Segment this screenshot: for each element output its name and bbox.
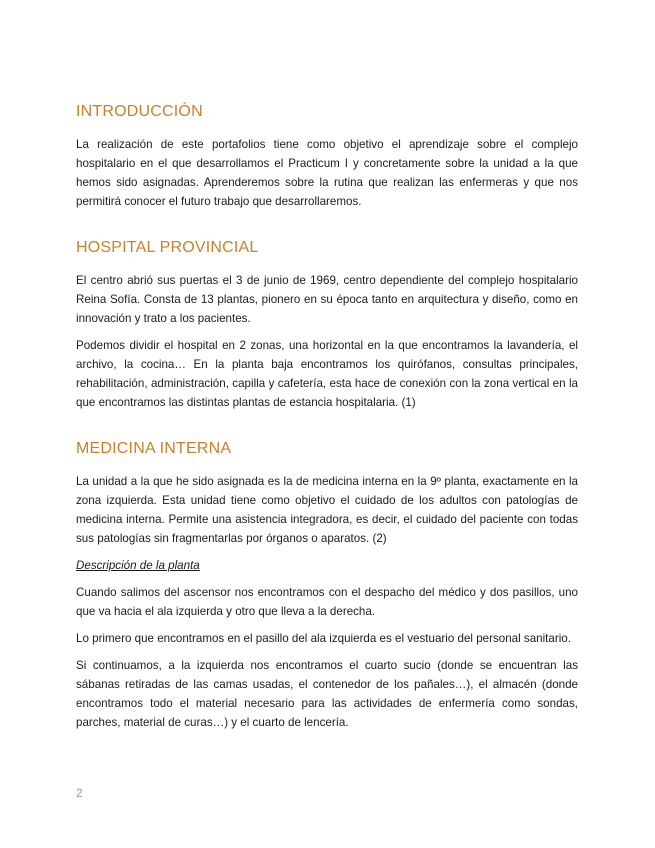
heading-medicina-interna: MEDICINA INTERNA (76, 440, 232, 457)
descripcion-paragraph-3: Si continuamos, a la izquierda nos encontramos el cuarto sucio (donde se encuentran las sábanas retiradas de las camas usadas, el contenedor de los pañales…), el almacén (donde encontramos todo el material necesario para las actividades de enfermería como sondas, parches, material de curas…) y el cuarto de lencería. (76, 659, 578, 729)
subheading-descripcion-planta: Descripción de la planta (76, 559, 200, 572)
descripcion-paragraph-1: Cuando salimos del ascensor nos encontramos con el despacho del médico y dos pasillos, uno que va hacia el ala izquierda y otro que lleva a la derecha. (76, 586, 578, 618)
intro-paragraph: La realización de este portafolios tiene como objetivo el aprendizaje sobre el complejo hospitalario en el que desarrollamos el Practicum I y concretamente sobre la unidad a la que hemos sido asignadas. Aprenderemos sobre la rutina que realizan las enfermeras y que nos permitirá conocer el futuro trabajo que desarrollaremos. (76, 138, 578, 208)
heading-introduccion: INTRODUCCIÓN (76, 103, 203, 120)
page-number: 2 (76, 786, 83, 800)
hospital-paragraph-1: El centro abrió sus puertas el 3 de junio de 1969, centro dependiente del complejo hospitalario Reina Sofía. Consta de 13 plantas, pionero en su época tanto en arquitectura y diseño, como en innovación y trato a los pacientes. (76, 274, 578, 325)
heading-hospital-provincial: HOSPITAL PROVINCIAL (76, 239, 259, 256)
descripcion-paragraph-2: Lo primero que encontramos en el pasillo del ala izquierda es el vestuario del personal sanitario. (76, 632, 571, 645)
page-content (76, 100, 578, 732)
medicina-paragraph-1: La unidad a la que he sido asignada es la de medicina interna en la 9º planta, exactamente en la zona izquierda. Esta unidad tiene como objetivo el cuidado de los adultos con patologías de medicina interna. Permite una asistencia integradora, es decir, el cuidado del paciente con todas sus patologías sin fragmentarlas por órganos o aparatos. (2) (76, 475, 578, 545)
hospital-paragraph-2: Podemos dividir el hospital en 2 zonas, una horizontal en la que encontramos la lavandería, el archivo, la cocina… En la planta baja encontramos los quirófanos, consultas principales, rehabilitación, administración, capilla y cafetería, esta hace de conexión con la zona vertical en la que encontramos las distintas plantas de estancia hospitalaria. (1) (76, 339, 578, 409)
